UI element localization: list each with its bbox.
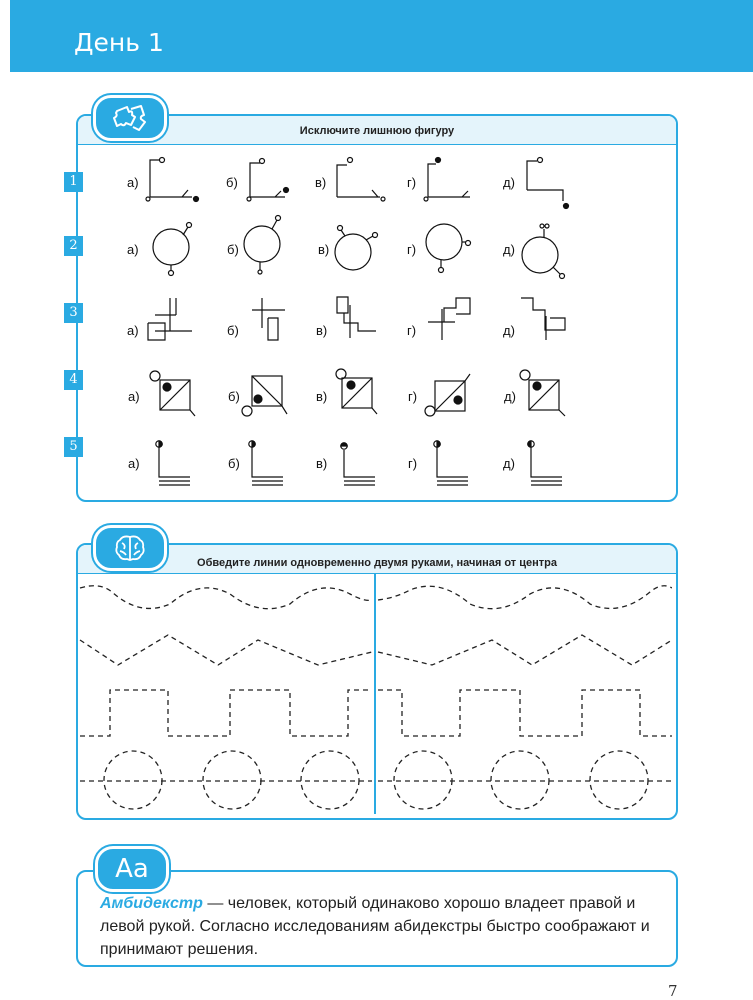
row-number-5: 5: [64, 437, 83, 457]
panel-title-bar: [78, 545, 676, 574]
aa-badge: Aa: [95, 846, 169, 892]
brain-icon: [93, 525, 167, 571]
option-label: в): [318, 242, 330, 257]
page-header: [10, 0, 753, 72]
option-label: г): [408, 389, 418, 404]
option-label: д): [503, 175, 515, 190]
option-label: б): [226, 175, 238, 190]
row-number-3: 3: [64, 303, 83, 323]
option-label: в): [316, 389, 328, 404]
panel-title-bar: [78, 116, 676, 145]
page-title: День 1: [74, 28, 164, 57]
tracing-lines: [78, 574, 672, 814]
option-label: б): [228, 456, 240, 471]
row5-figures: [128, 441, 562, 485]
option-label: а): [127, 242, 139, 257]
option-label: д): [503, 456, 515, 471]
meander-line: [378, 690, 672, 736]
option-label: а): [128, 389, 140, 404]
row-number-2: 2: [64, 236, 83, 256]
option-label: д): [503, 242, 515, 257]
option-label: д): [503, 323, 515, 338]
option-label: в): [315, 175, 327, 190]
option-label: в): [316, 456, 328, 471]
option-label: б): [227, 323, 239, 338]
row3-figures: [127, 297, 565, 340]
zigzag-line: [378, 635, 672, 665]
dashed-circle: [491, 751, 549, 809]
dashed-circle: [590, 751, 648, 809]
meander-line: [80, 690, 372, 736]
option-label: г): [408, 456, 418, 471]
wave-line: [80, 586, 372, 609]
option-label: г): [407, 175, 417, 190]
wave-line: [378, 586, 672, 609]
option-label: а): [128, 456, 140, 471]
option-label: а): [127, 323, 139, 338]
option-label: б): [227, 242, 239, 257]
row1-figures: [127, 158, 569, 209]
zigzag-line: [80, 635, 372, 665]
dashed-circle: [203, 751, 261, 809]
option-label: а): [127, 175, 139, 190]
task1-title: Исключите лишнюю фигуру: [299, 125, 455, 137]
page-number: 7: [668, 982, 678, 1000]
option-label: б): [228, 389, 240, 404]
task2-title: Обведите линии одновременно двумя руками, начиная от центра: [197, 557, 557, 569]
option-label: д): [504, 389, 516, 404]
row-number-4: 4: [64, 370, 83, 390]
puzzle-icon: [93, 95, 167, 141]
dashed-circle: [394, 751, 452, 809]
row2-figures: [127, 216, 565, 279]
figures-grid: [120, 150, 580, 490]
definition-body: — человек, который одинаково хорошо владеет правой и левой рукой. Согласно исследованиям абидекстры быстро соображают и принимают решения.: [100, 895, 650, 958]
option-label: г): [407, 242, 417, 257]
definition-term: Амбидекстр: [100, 895, 203, 912]
row-number-1: 1: [64, 172, 83, 192]
option-label: в): [316, 323, 328, 338]
dashed-circle: [104, 751, 162, 809]
definition-box: [76, 870, 678, 967]
dashed-circle: [301, 751, 359, 809]
option-label: г): [407, 323, 417, 338]
definition-text: [100, 892, 660, 961]
row4-figures: [128, 369, 565, 416]
